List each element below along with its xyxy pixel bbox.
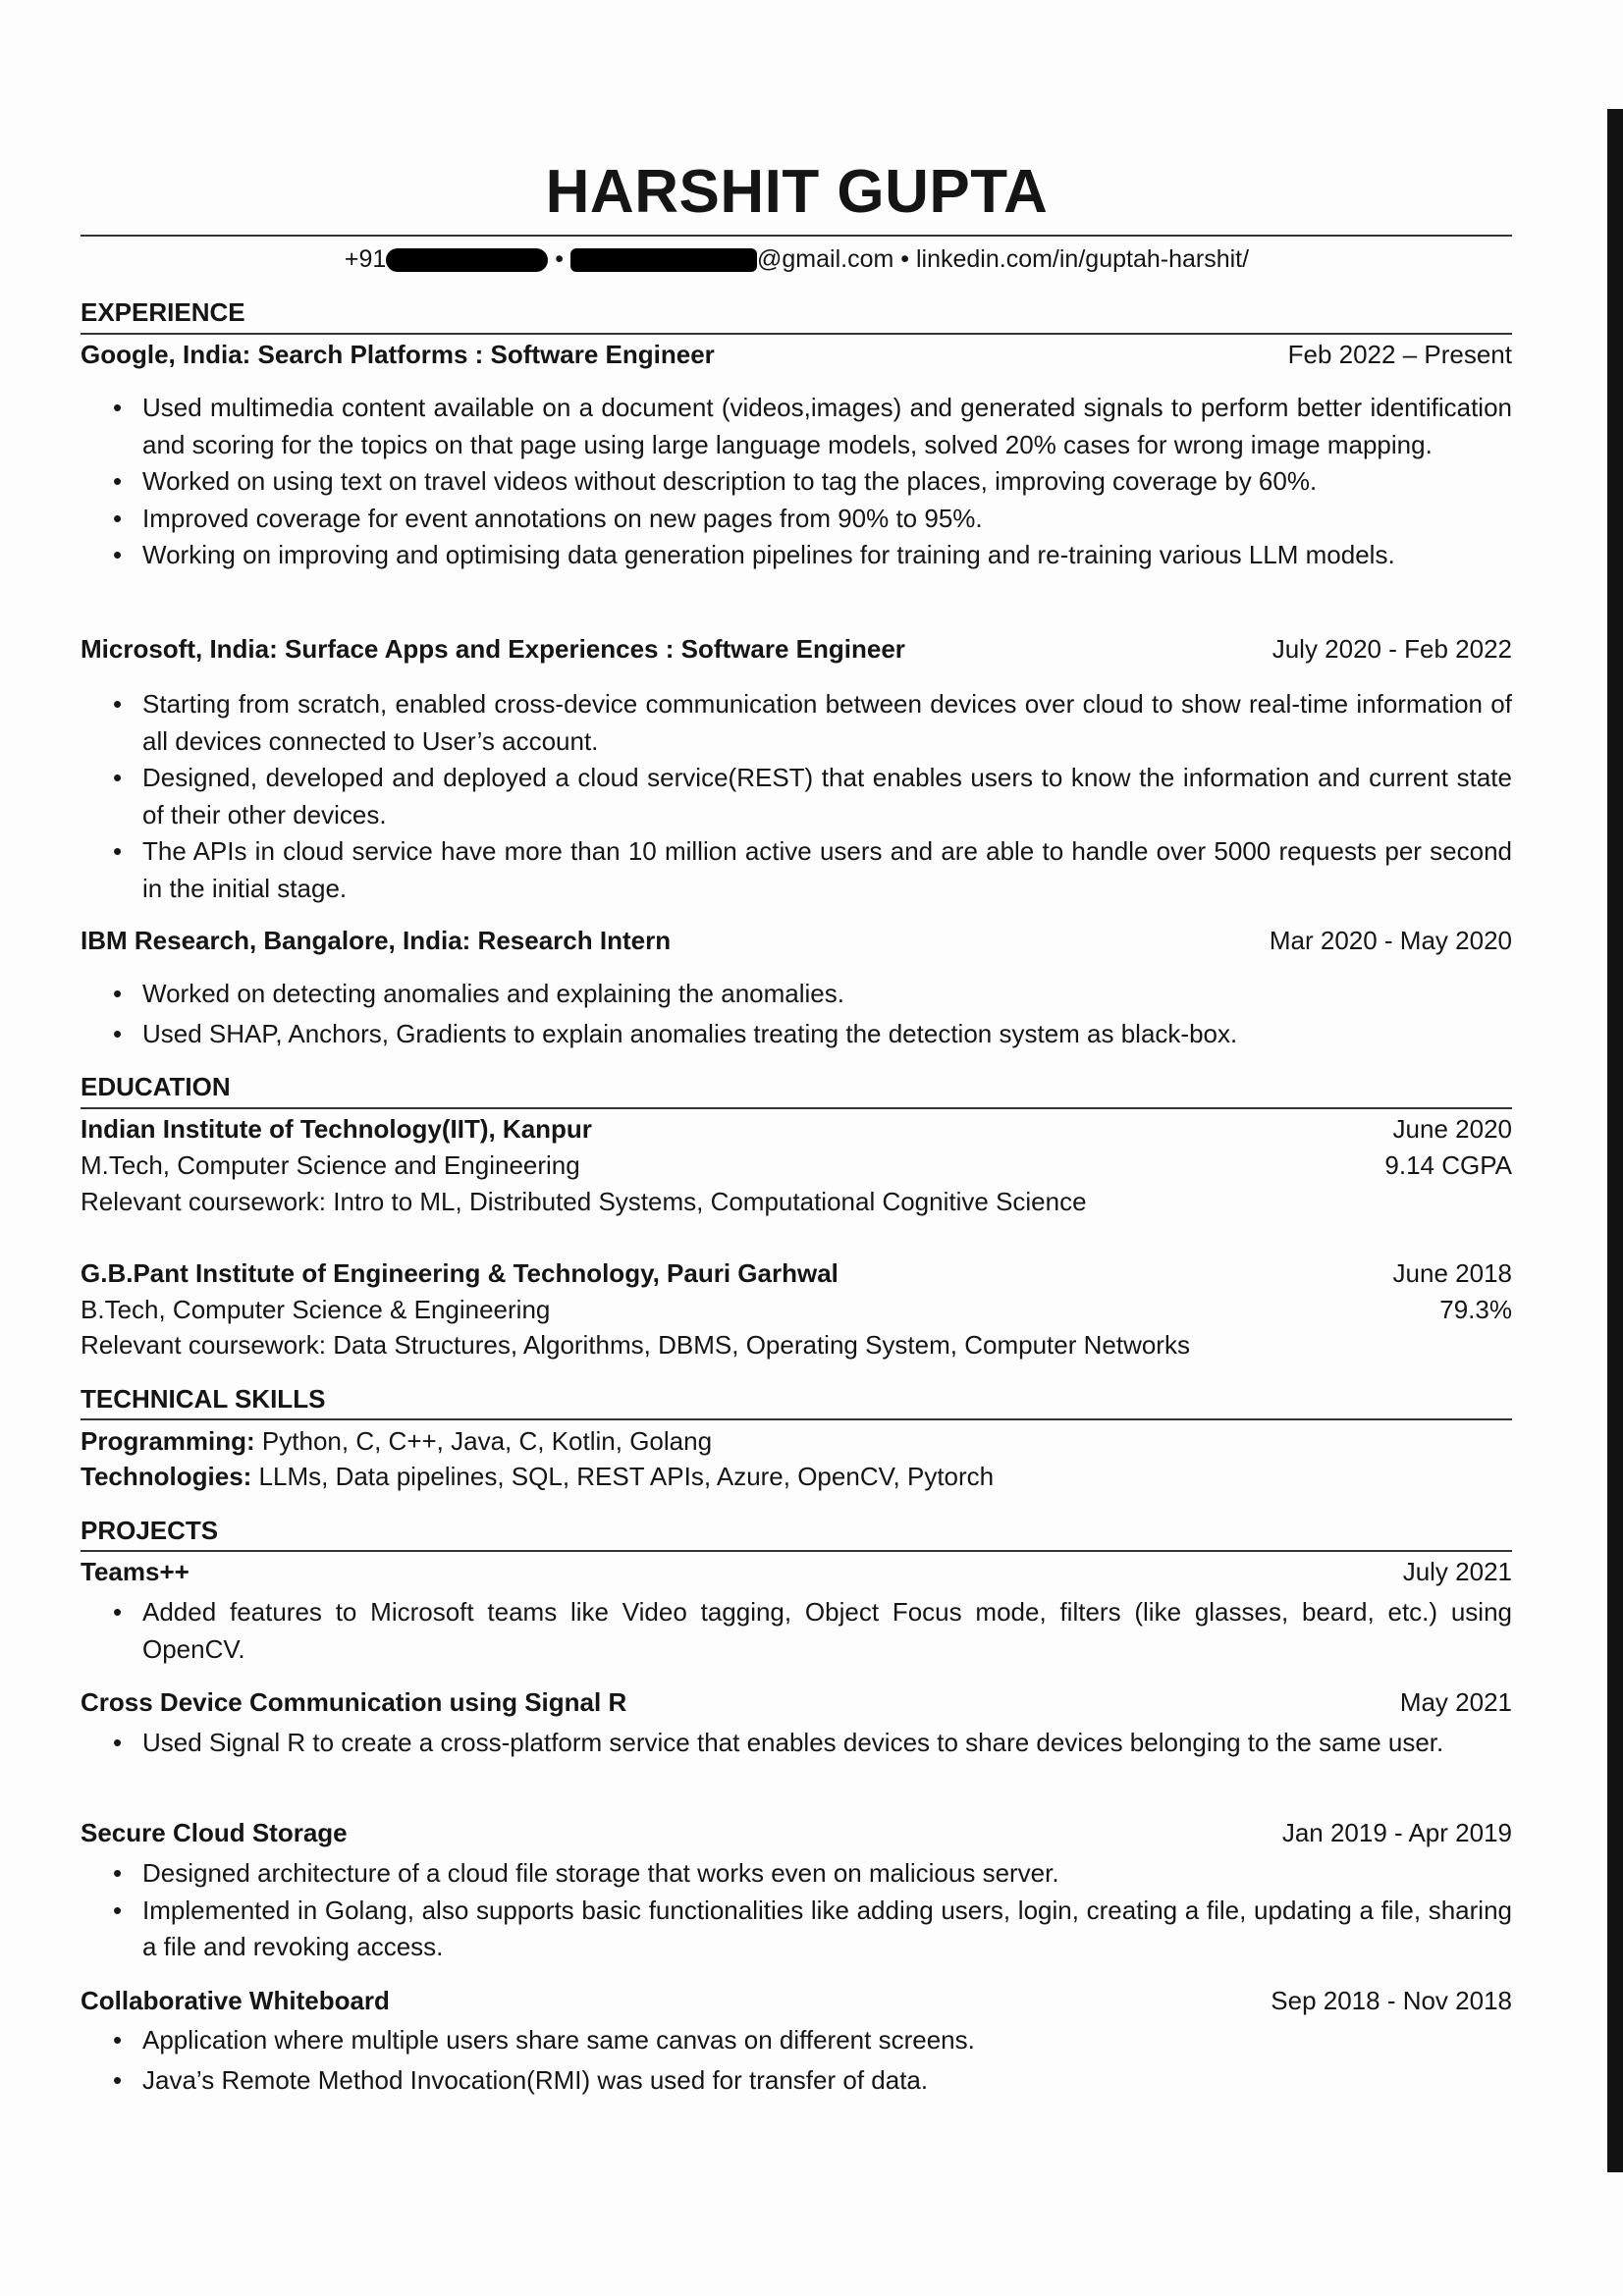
divider xyxy=(81,1550,1512,1552)
degree: B.Tech, Computer Science & Engineering xyxy=(81,1295,551,1324)
project-title: Cross Device Communication using Signal R xyxy=(81,1687,627,1717)
email-suffix: @gmail.com xyxy=(757,245,894,273)
divider xyxy=(81,235,1512,237)
experience-bullets xyxy=(81,390,1512,574)
job-title: Microsoft, India: Surface Apps and Experiences : Software Engineer xyxy=(81,634,905,664)
project-date: July 2021 xyxy=(1402,1557,1512,1586)
section-heading-projects: PROJECTS xyxy=(81,1516,219,1545)
redacted-phone xyxy=(386,248,548,272)
bullet: • Worked on using text on travel videos without description to tag the places, improving coverage by 60%. xyxy=(81,463,1512,501)
job-date: Feb 2022 – Present xyxy=(1287,340,1512,369)
experience-bullets xyxy=(81,686,1512,907)
contact-line xyxy=(0,242,1594,276)
experience-header xyxy=(81,337,1512,374)
bullet: • Designed, developed and deployed a cloud service(REST) that enables users to know the information and current state of their other devices. xyxy=(81,760,1512,833)
school-name: Indian Institute of Technology(IIT), Kanpur xyxy=(81,1114,592,1144)
coursework xyxy=(81,1327,1512,1364)
bullet: • Implemented in Golang, also supports basic functionalities like adding users, login, creating a file, updating a file, sharing a file and revoking access. xyxy=(81,1893,1512,1966)
degree: M.Tech, Computer Science and Engineering xyxy=(81,1150,580,1180)
skills-label: Programming: xyxy=(81,1426,255,1456)
skills-value: Python, C, C++, Java, C, Kotlin, Golang xyxy=(261,1426,713,1456)
education-date: June 2020 xyxy=(1392,1114,1512,1144)
job-date: July 2020 - Feb 2022 xyxy=(1271,634,1512,664)
separator: • xyxy=(555,245,565,273)
page-edge-shadow xyxy=(1607,109,1623,2172)
bullet: • Used Signal R to create a cross-platform service that enables devices to share devices belonging to the same user. xyxy=(81,1725,1512,1762)
project-bullets xyxy=(81,1594,1512,1668)
coursework-text: Relevant coursework: Data Structures, Algorithms, DBMS, Operating System, Computer Networks xyxy=(81,1330,1190,1360)
bullet: • Used SHAP, Anchors, Gradients to explain anomalies treating the detection system as black-box. xyxy=(81,1016,1512,1053)
job-title: Google, India: Search Platforms : Software Engineer xyxy=(81,340,715,369)
bullet: • Java’s Remote Method Invocation(RMI) was used for transfer of data. xyxy=(81,2062,1512,2100)
resume-name: HARSHIT GUPTA xyxy=(545,158,1049,226)
project-date: Sep 2018 - Nov 2018 xyxy=(1271,1986,1512,2015)
project-bullets xyxy=(81,2022,1512,2099)
phone-prefix: +91 xyxy=(344,245,387,273)
bullet: • Improved coverage for event annotations on new pages from 90% to 95%. xyxy=(81,501,1512,538)
bullet: • The APIs in cloud service have more than 10 million active users and are able to handle over 5000 requests per second in the initial stage. xyxy=(81,833,1512,907)
project-header xyxy=(81,1684,1512,1722)
redacted-email xyxy=(570,248,757,272)
education-degree-row xyxy=(81,1148,1512,1185)
skills-technologies xyxy=(81,1459,1512,1496)
skills-value: LLMs, Data pipelines, SQL, REST APIs, Azure, OpenCV, Pytorch xyxy=(258,1462,995,1491)
job-date: Mar 2020 - May 2020 xyxy=(1269,926,1512,955)
experience-header xyxy=(81,923,1512,960)
linkedin-link[interactable]: linkedin.com/in/guptah-harshit/ xyxy=(915,245,1250,273)
score: 9.14 CGPA xyxy=(1384,1150,1512,1180)
bullet: • Application where multiple users share same canvas on different screens. xyxy=(81,2022,1512,2059)
project-bullets xyxy=(81,1725,1512,1762)
bullet: • Added features to Microsoft teams like Video tagging, Object Focus mode, filters (like glasses, beard, etc.) using OpenCV. xyxy=(81,1594,1512,1668)
project-header xyxy=(81,1815,1512,1852)
project-title: Collaborative Whiteboard xyxy=(81,1986,390,2015)
experience-header xyxy=(81,631,1512,668)
job-title: IBM Research, Bangalore, India: Research Intern xyxy=(81,926,672,955)
score: 79.3% xyxy=(1439,1295,1512,1324)
education-header xyxy=(81,1255,1512,1293)
project-date: Jan 2019 - Apr 2019 xyxy=(1281,1818,1512,1847)
project-title: Secure Cloud Storage xyxy=(81,1818,348,1847)
divider xyxy=(81,1107,1512,1109)
bullet: • Used multimedia content available on a document (videos,images) and generated signals to perform better identification and scoring for the topics on that page using large language models, solved 20% cases for wrong image mapping. xyxy=(81,390,1512,463)
education-date: June 2018 xyxy=(1392,1258,1512,1288)
project-date: May 2021 xyxy=(1399,1687,1512,1717)
project-title: Teams++ xyxy=(81,1557,189,1586)
divider xyxy=(81,1418,1512,1420)
education-degree-row xyxy=(81,1292,1512,1329)
skills-programming xyxy=(81,1423,1512,1461)
coursework xyxy=(81,1184,1512,1221)
separator: • xyxy=(900,245,910,273)
section-heading-skills: TECHNICAL SKILLS xyxy=(81,1384,326,1414)
experience-bullets xyxy=(81,976,1512,1052)
bullet: • Worked on detecting anomalies and explaining the anomalies. xyxy=(81,976,1512,1013)
project-header xyxy=(81,1554,1512,1591)
project-header xyxy=(81,1983,1512,2020)
coursework-text: Relevant coursework: Intro to ML, Distributed Systems, Computational Cognitive Science xyxy=(81,1187,1087,1216)
section-heading-experience: EXPERIENCE xyxy=(81,297,245,327)
bullet: • Designed architecture of a cloud file storage that works even on malicious server. xyxy=(81,1855,1512,1893)
school-name: G.B.Pant Institute of Engineering & Technology, Pauri Garhwal xyxy=(81,1258,839,1288)
skills-label: Technologies: xyxy=(81,1462,252,1491)
bullet: • Starting from scratch, enabled cross-device communication between devices over cloud to show real-time information of all devices connected to User’s account. xyxy=(81,686,1512,760)
project-bullets xyxy=(81,1855,1512,1966)
divider xyxy=(81,333,1512,335)
section-heading-education: EDUCATION xyxy=(81,1072,231,1101)
bullet: • Working on improving and optimising data generation pipelines for training and re-training various LLM models. xyxy=(81,537,1512,574)
education-header xyxy=(81,1111,1512,1148)
